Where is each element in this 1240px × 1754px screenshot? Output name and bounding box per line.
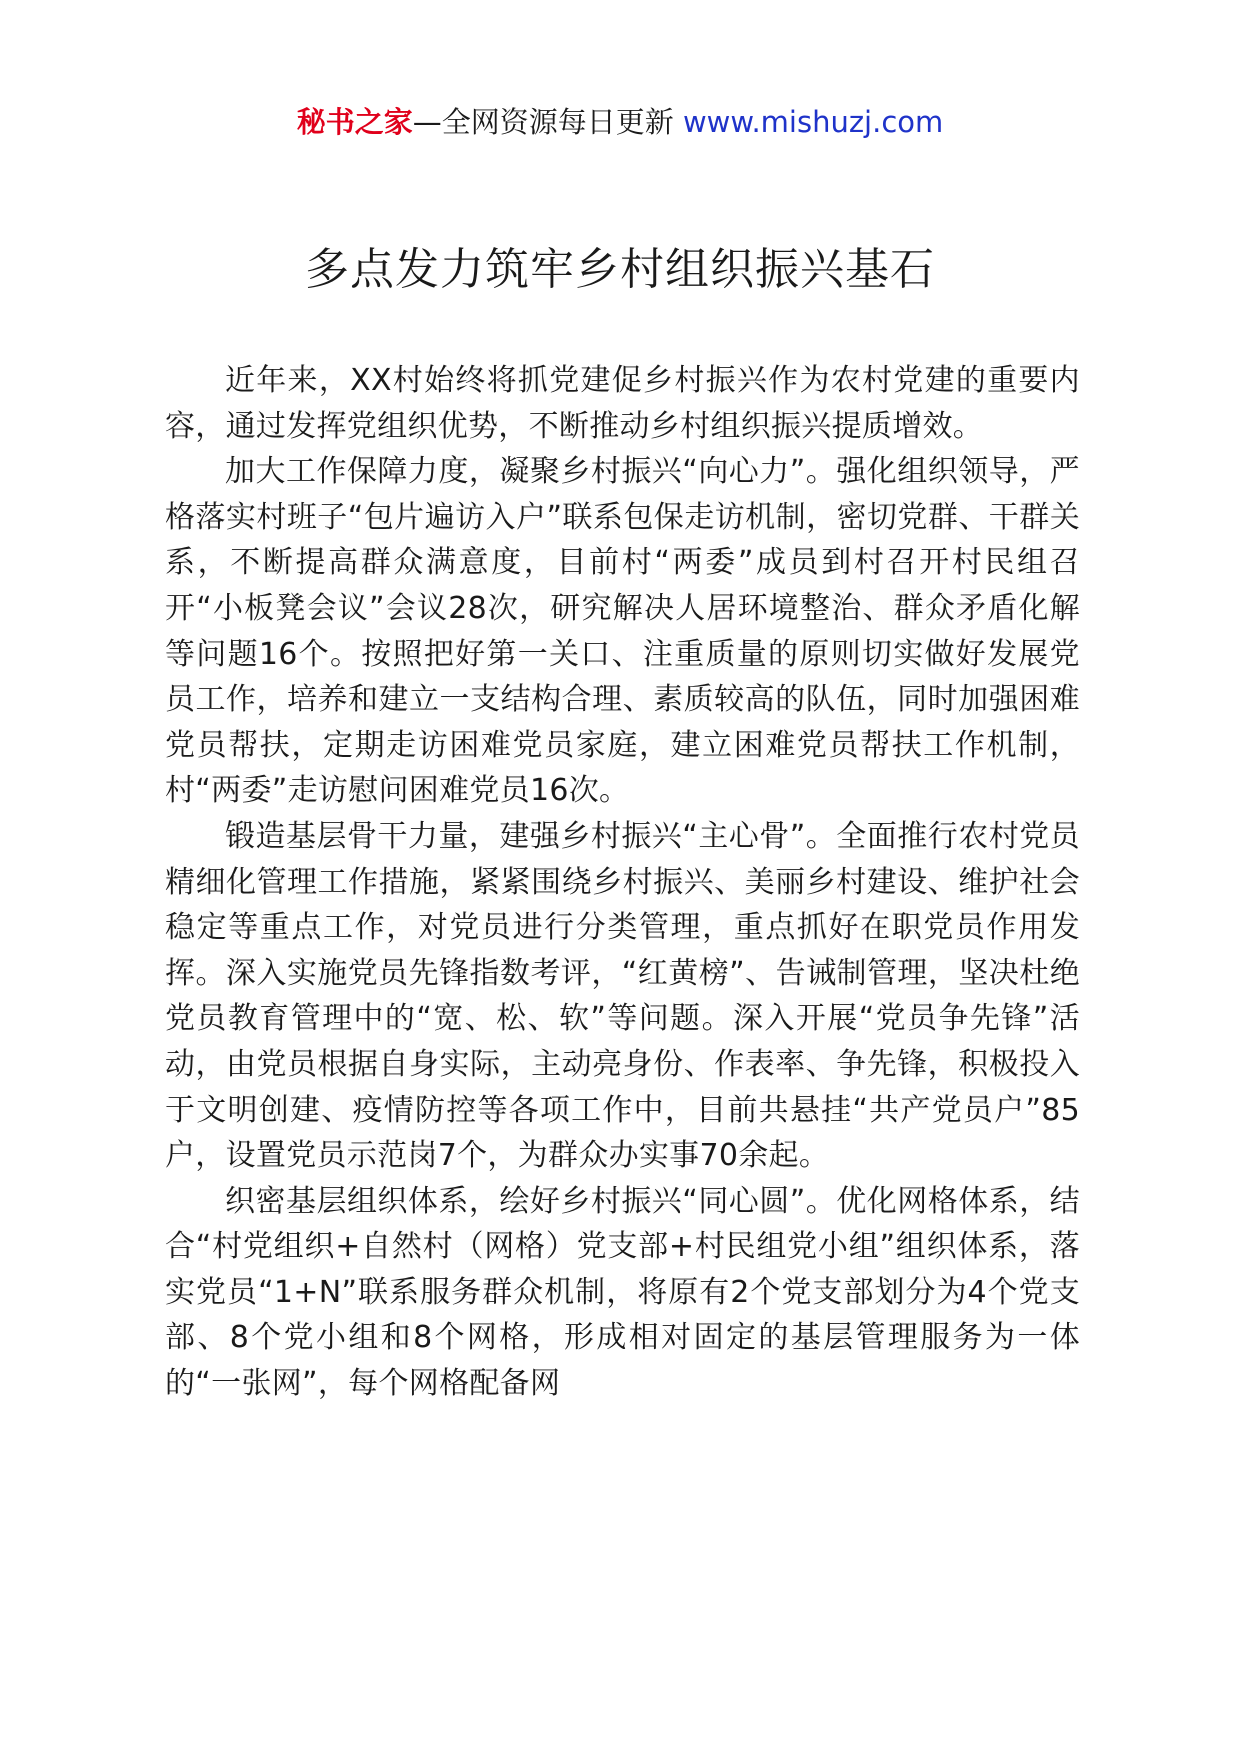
site-header bbox=[0, 100, 1240, 144]
document-body bbox=[165, 358, 1080, 1407]
paragraph-backbone-strength: 锻造基层骨干力量，建强乡村振兴“主心骨”。全面推行农村党员精细化管理工作措施，紧紧围绕乡村振兴、美丽乡村建设、维护社会稳定等重点工作，对党员进行分类管理，重点抓好在职党员作用发挥。深入实施党员先锋指数考评，“红黄榜”、告诫制管理，坚决杜绝党员教育管理中的“宽、松、软”等问题。深入开展“党员争先锋”活动，由党员根据自身实际，主动亮身份、作表率、争先锋，积极投入于文明创建、疫情防控等各项工作中，目前共悬挂“共产党员户”85户，设置党员示范岗7个，为群众办实事70余起。 bbox=[165, 818, 1080, 1174]
site-slogan: —全网资源每日更新 bbox=[412, 105, 674, 139]
site-brand: 秘书之家 bbox=[296, 105, 413, 139]
paragraph-organization-system: 织密基层组织体系，绘好乡村振兴“同心圆”。优化网格体系，结合“村党组织+自然村（网格）党支部+村民组党小组”组织体系，落实党员“1+N”联系服务群众机制，将原有2个党支部划分为4个党支部、8个党小组和8个网格，形成相对固定的基层管理服务为一体的“一张网”，每个网格配备网 bbox=[165, 1183, 1080, 1402]
paragraph-intro: 近年来，XX村始终将抓党建促乡村振兴作为农村党建的重要内容，通过发挥党组织优势，不断推动乡村组织振兴提质增效。 bbox=[165, 363, 1080, 444]
site-url-link[interactable]: www.mishuzj.com bbox=[682, 105, 944, 139]
document-title: 多点发力筑牢乡村组织振兴基石 bbox=[305, 244, 935, 295]
paragraph-work-guarantee: 加大工作保障力度，凝聚乡村振兴“向心力”。强化组织领导，严格落实村班子“包片遍访入户”联系包保走访机制，密切党群、干群关系，不断提高群众满意度，目前村“两委”成员到村召开村民组召开“小板凳会议”会议28次，研究解决人居环境整治、群众矛盾化解等问题16个。按照把好第一关口、注重质量的原则切实做好发展党员工作，培养和建立一支结构合理、素质较高的队伍，同时加强困难党员帮扶，定期走访困难党员家庭，建立困难党员帮扶工作机制，村“两委”走访慰问困难党员16次。 bbox=[165, 454, 1080, 809]
